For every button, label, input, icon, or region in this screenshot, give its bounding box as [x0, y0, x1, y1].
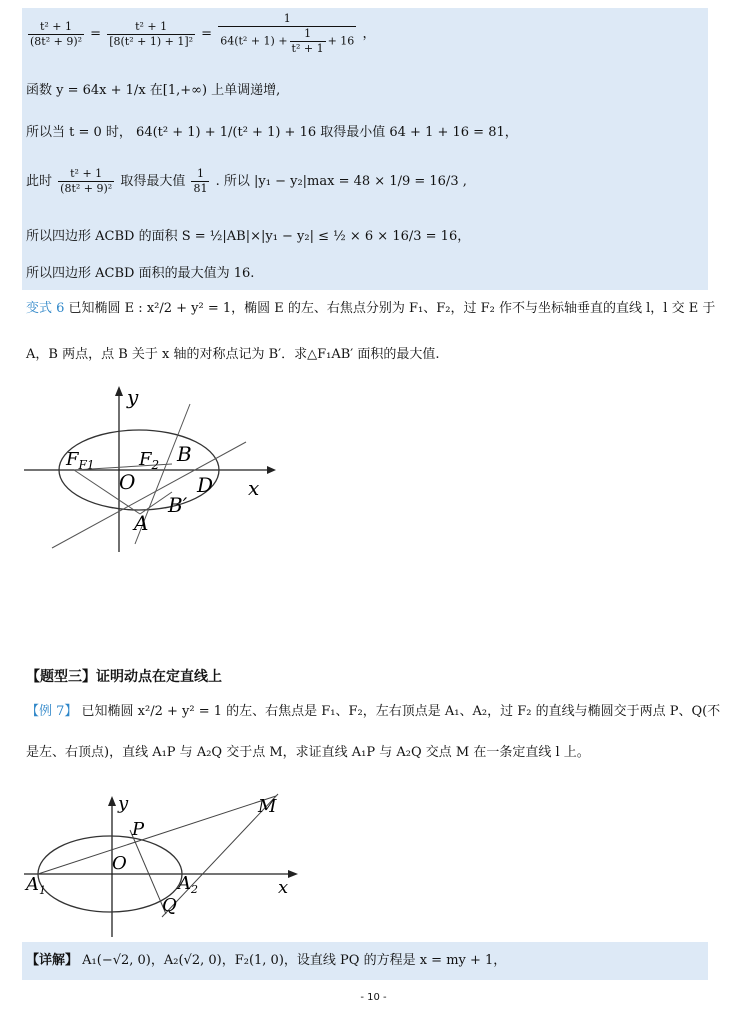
label-O: O: [112, 853, 127, 874]
fraction: $\frac{\text{t² + 1}}{\text{[8(t² + 1) + 1]²}}$: [109, 19, 194, 48]
example7-label: 【例 7】: [26, 704, 78, 719]
x-axis-arrow: [267, 466, 276, 474]
page-number: - 10 -: [360, 992, 387, 1003]
label-A2: $A_2$: [178, 873, 198, 896]
label-P: P: [132, 819, 145, 840]
detail-label: 【详解】: [26, 953, 79, 968]
y-axis-arrow: [108, 796, 116, 806]
solution-line-2: 函数 y = 64x + 1/x 在[1,+∞) 上单调递增,: [26, 83, 281, 98]
label-y: y: [127, 385, 139, 409]
fraction: $\frac{\text{t² + 1}}{\text{(8t² + 9)²}}$: [30, 19, 83, 48]
label-x: x: [248, 476, 260, 500]
variant6-line-2: A，B 两点，点 B 关于 x 轴的对称点记为 B′．求△F₁AB′ 面积的最大值.: [26, 347, 440, 362]
line-A1-P-M: [38, 796, 276, 874]
label-x: x: [278, 877, 289, 898]
solution-line-5: 所以四边形 ACBD 的面积 S = ½|AB|×|y₁ − y₂| ≤ ½ × 6 × 16/3 = 16，: [26, 229, 471, 244]
detail-line: 【详解】 A₁(−√2, 0)，A₂(√2, 0)，F₂(1, 0)，设直线 PQ 的方程是 x = my + 1，: [26, 953, 507, 968]
figure-ellipse-variant6: [22, 382, 282, 557]
solution-line-3: 所以当 t = 0 时， 64(t² + 1) + 1/(t² + 1) + 16 取得最小值 64 + 1 + 16 = 81，: [26, 125, 518, 140]
line-PQ: [130, 830, 166, 914]
label-A: A: [134, 511, 149, 535]
label-F1: $F_{F1}$: [66, 449, 95, 472]
label-B: B: [177, 442, 192, 466]
x-axis-arrow: [288, 870, 298, 878]
example7-line-2: 是左、右顶点)，直线 A₁P 与 A₂Q 交于点 M，求证直线 A₁P 与 A₂Q 交点 M 在一条定直线 l 上。: [26, 745, 590, 760]
label-D: D: [197, 473, 214, 497]
label-Q: Q: [162, 895, 177, 916]
fraction: 1 64(t² + 1) + $\frac{1}{\text{t² + 1}}$ + 16: [220, 12, 355, 55]
solution-line-4: 此时 $\frac{\text{t² + 1}}{\text{(8t² + 9)²}}$ 取得最大值 $\frac{1}{81}$ . 所以 |y₁ − y₂|max = 48 × 1/9 = 16/3 ,: [26, 167, 467, 195]
label-A1: $A_1$: [26, 874, 46, 897]
variant6-label: 变式 6: [26, 301, 65, 316]
solution-line-6: 所以四边形 ACBD 面积的最大值为 16.: [26, 266, 255, 281]
label-y: y: [118, 793, 129, 814]
label-F2: $F_2$: [139, 449, 160, 472]
label-O: O: [119, 470, 136, 494]
section-heading: 【题型三】证明动点在定直线上: [26, 669, 222, 685]
y-axis-arrow: [115, 386, 123, 396]
label-M: M: [258, 796, 277, 817]
example7-line-1: 【例 7】 已知椭圆 x²/2 + y² = 1 的左、右焦点是 F₁、F₂，左右顶点是 A₁、A₂，过 F₂ 的直线与椭圆交于两点 P、Q(不: [26, 704, 721, 719]
solution-line-1: $\frac{\text{t² + 1}}{\text{(8t² + 9)²}}$ = $\frac{\text{t² + 1}}{\text{[8(t² + 1) + 1]²}}$ = 1 64(t² + 1) + $\frac{1}{\text{t² + 1}}$ + 16 ，: [30, 12, 376, 55]
figure-ellipse-example7: [22, 792, 312, 942]
label-Bprime: B′: [168, 493, 188, 517]
variant6-line-1: 变式 6 已知椭圆 E : x²/2 + y² = 1，椭圆 E 的左、右焦点分别为 F₁、F₂，过 F₂ 作不与坐标轴垂直的直线 l，l 交 E 于: [26, 301, 716, 316]
